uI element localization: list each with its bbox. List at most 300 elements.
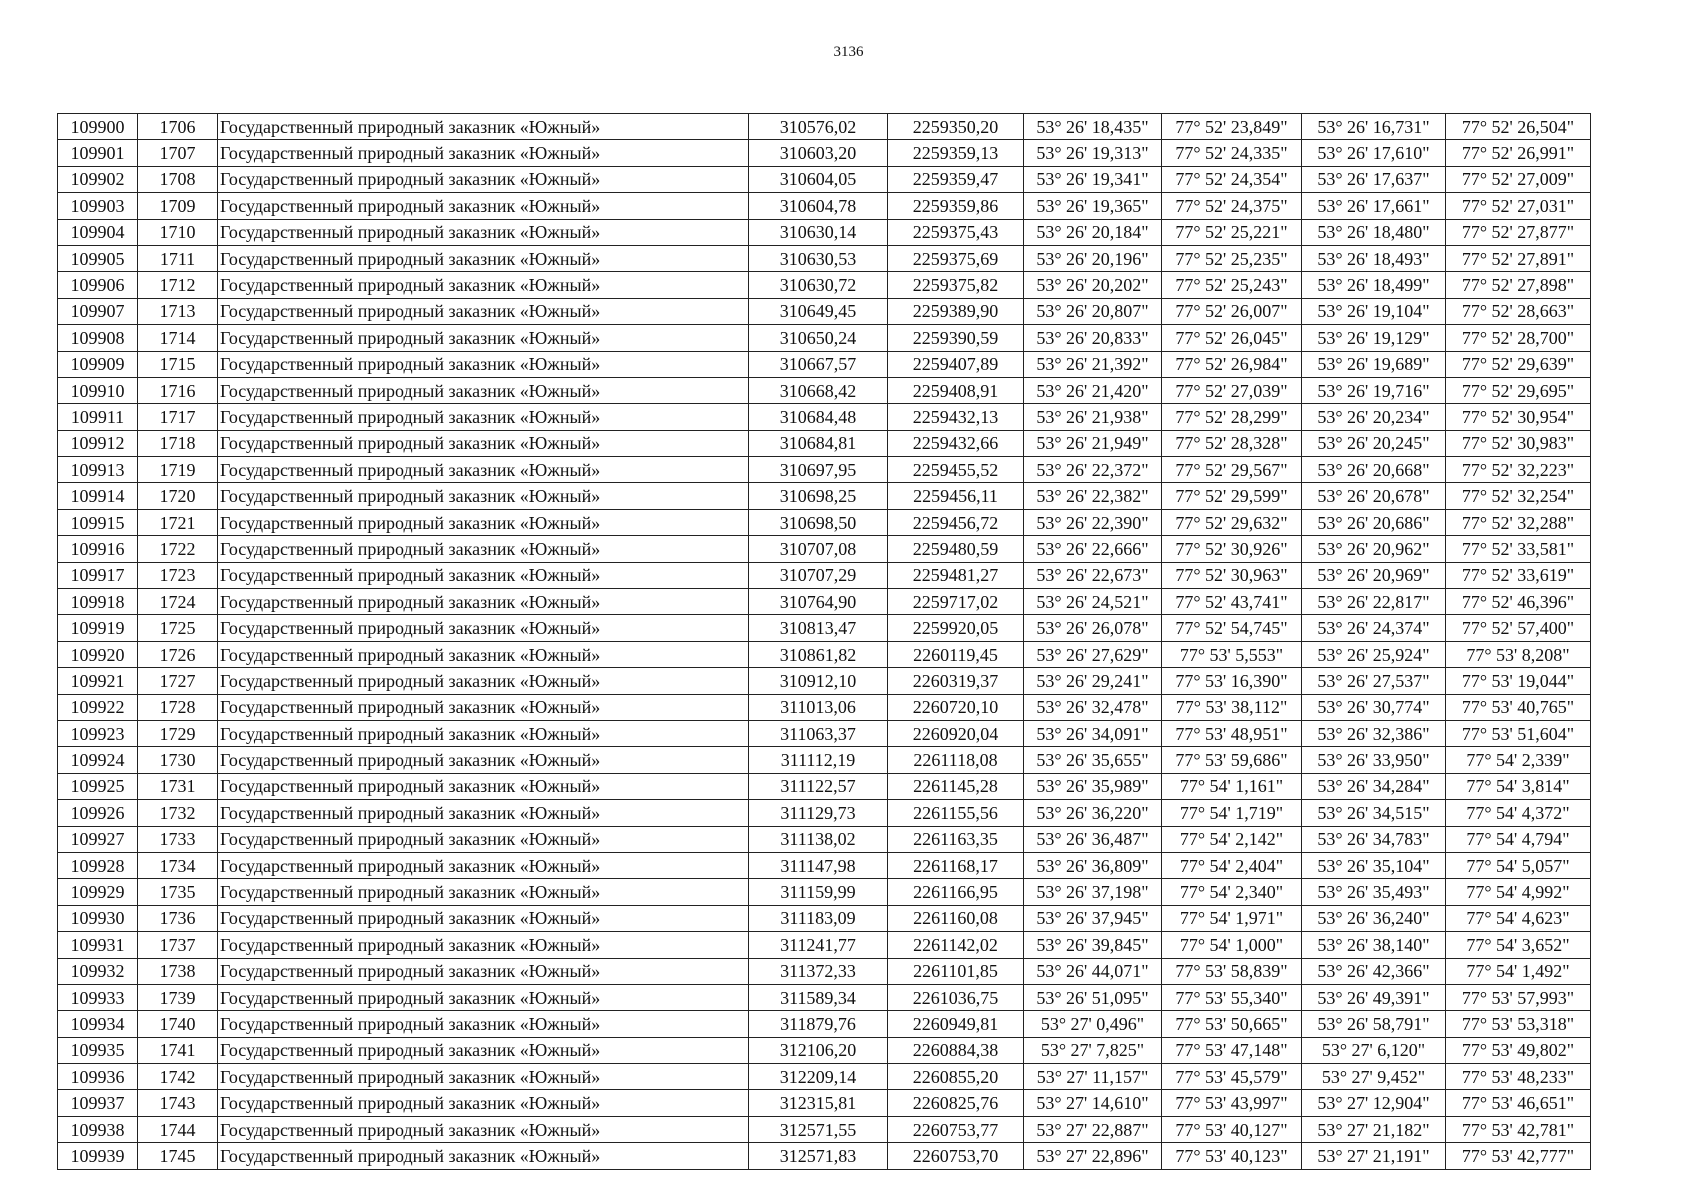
- table-row: [58, 509, 1591, 535]
- record-id-cell: 109928: [58, 852, 138, 878]
- y-coordinate-cell: 2259389,90: [888, 298, 1024, 324]
- x-coordinate-cell: 311183,09: [749, 905, 888, 931]
- latitude-2-cell: 53° 26' 58,791": [1302, 1011, 1446, 1037]
- x-coordinate-cell: 311013,06: [749, 694, 888, 720]
- area-name-cell: Государственный природный заказник «Южный»: [218, 668, 749, 694]
- x-coordinate-cell: 310668,42: [749, 377, 888, 403]
- area-name-cell: Государственный природный заказник «Южный»: [218, 641, 749, 667]
- table-row: [58, 720, 1591, 746]
- latitude-2-cell: 53° 26' 42,366": [1302, 958, 1446, 984]
- longitude-1-cell: 77° 52' 23,849": [1162, 114, 1302, 140]
- point-number-cell: 1740: [138, 1011, 218, 1037]
- longitude-1-cell: 77° 52' 30,963": [1162, 562, 1302, 588]
- record-id-cell: 109932: [58, 958, 138, 984]
- latitude-1-cell: 53° 26' 51,095": [1024, 984, 1162, 1010]
- record-id-cell: 109914: [58, 483, 138, 509]
- area-name-cell: Государственный природный заказник «Южный»: [218, 219, 749, 245]
- x-coordinate-cell: 310603,20: [749, 140, 888, 166]
- record-id-cell: 109900: [58, 114, 138, 140]
- table-row: [58, 166, 1591, 192]
- longitude-1-cell: 77° 53' 43,997": [1162, 1090, 1302, 1116]
- record-id-cell: 109931: [58, 932, 138, 958]
- point-number-cell: 1745: [138, 1143, 218, 1169]
- point-number-cell: 1744: [138, 1116, 218, 1142]
- point-number-cell: 1712: [138, 272, 218, 298]
- latitude-2-cell: 53° 26' 49,391": [1302, 984, 1446, 1010]
- record-id-cell: 109912: [58, 430, 138, 456]
- x-coordinate-cell: 311589,34: [749, 984, 888, 1010]
- y-coordinate-cell: 2259455,52: [888, 457, 1024, 483]
- latitude-2-cell: 53° 26' 18,493": [1302, 245, 1446, 271]
- record-id-cell: 109910: [58, 377, 138, 403]
- record-id-cell: 109917: [58, 562, 138, 588]
- record-id-cell: 109923: [58, 720, 138, 746]
- x-coordinate-cell: 310630,14: [749, 219, 888, 245]
- latitude-1-cell: 53° 27' 7,825": [1024, 1037, 1162, 1063]
- y-coordinate-cell: 2259432,13: [888, 404, 1024, 430]
- area-name-cell: Государственный природный заказник «Южный»: [218, 114, 749, 140]
- latitude-1-cell: 53° 26' 26,078": [1024, 615, 1162, 641]
- area-name-cell: Государственный природный заказник «Южный»: [218, 1064, 749, 1090]
- table-row: [58, 377, 1591, 403]
- record-id-cell: 109920: [58, 641, 138, 667]
- y-coordinate-cell: 2259375,69: [888, 245, 1024, 271]
- latitude-1-cell: 53° 26' 20,196": [1024, 245, 1162, 271]
- table-row: [58, 1090, 1591, 1116]
- point-number-cell: 1738: [138, 958, 218, 984]
- latitude-1-cell: 53° 26' 20,833": [1024, 325, 1162, 351]
- point-number-cell: 1711: [138, 245, 218, 271]
- area-name-cell: Государственный природный заказник «Южный»: [218, 457, 749, 483]
- latitude-1-cell: 53° 26' 21,392": [1024, 351, 1162, 377]
- point-number-cell: 1708: [138, 166, 218, 192]
- area-name-cell: Государственный природный заказник «Южный»: [218, 747, 749, 773]
- latitude-1-cell: 53° 27' 22,887": [1024, 1116, 1162, 1142]
- y-coordinate-cell: 2259375,82: [888, 272, 1024, 298]
- area-name-cell: Государственный природный заказник «Южный»: [218, 193, 749, 219]
- table-row: [58, 932, 1591, 958]
- point-number-cell: 1743: [138, 1090, 218, 1116]
- area-name-cell: Государственный природный заказник «Южный»: [218, 879, 749, 905]
- latitude-1-cell: 53° 26' 37,198": [1024, 879, 1162, 905]
- latitude-2-cell: 53° 26' 19,689": [1302, 351, 1446, 377]
- x-coordinate-cell: 311879,76: [749, 1011, 888, 1037]
- latitude-2-cell: 53° 26' 17,610": [1302, 140, 1446, 166]
- table-row: [58, 245, 1591, 271]
- record-id-cell: 109930: [58, 905, 138, 931]
- area-name-cell: Государственный природный заказник «Южный»: [218, 984, 749, 1010]
- x-coordinate-cell: 310813,47: [749, 615, 888, 641]
- record-id-cell: 109935: [58, 1037, 138, 1063]
- latitude-2-cell: 53° 26' 20,234": [1302, 404, 1446, 430]
- area-name-cell: Государственный природный заказник «Южный»: [218, 140, 749, 166]
- latitude-2-cell: 53° 26' 38,140": [1302, 932, 1446, 958]
- latitude-2-cell: 53° 26' 19,104": [1302, 298, 1446, 324]
- record-id-cell: 109939: [58, 1143, 138, 1169]
- table-row: [58, 852, 1591, 878]
- record-id-cell: 109929: [58, 879, 138, 905]
- area-name-cell: Государственный природный заказник «Южный»: [218, 509, 749, 535]
- point-number-cell: 1741: [138, 1037, 218, 1063]
- latitude-1-cell: 53° 26' 22,390": [1024, 509, 1162, 535]
- longitude-2-cell: 77° 54' 3,814": [1446, 773, 1591, 799]
- table-row: [58, 193, 1591, 219]
- latitude-2-cell: 53° 26' 33,950": [1302, 747, 1446, 773]
- longitude-1-cell: 77° 54' 2,142": [1162, 826, 1302, 852]
- y-coordinate-cell: 2259481,27: [888, 562, 1024, 588]
- longitude-1-cell: 77° 52' 28,328": [1162, 430, 1302, 456]
- table-row: [58, 773, 1591, 799]
- y-coordinate-cell: 2260855,20: [888, 1064, 1024, 1090]
- longitude-2-cell: 77° 52' 27,877": [1446, 219, 1591, 245]
- record-id-cell: 109903: [58, 193, 138, 219]
- longitude-2-cell: 77° 54' 1,492": [1446, 958, 1591, 984]
- longitude-1-cell: 77° 53' 50,665": [1162, 1011, 1302, 1037]
- longitude-2-cell: 77° 52' 29,639": [1446, 351, 1591, 377]
- record-id-cell: 109921: [58, 668, 138, 694]
- x-coordinate-cell: 311129,73: [749, 800, 888, 826]
- x-coordinate-cell: 310698,50: [749, 509, 888, 535]
- longitude-2-cell: 77° 52' 26,504": [1446, 114, 1591, 140]
- record-id-cell: 109934: [58, 1011, 138, 1037]
- y-coordinate-cell: 2259359,47: [888, 166, 1024, 192]
- table-row: [58, 457, 1591, 483]
- y-coordinate-cell: 2261168,17: [888, 852, 1024, 878]
- table-row: [58, 800, 1591, 826]
- record-id-cell: 109938: [58, 1116, 138, 1142]
- latitude-2-cell: 53° 26' 16,731": [1302, 114, 1446, 140]
- x-coordinate-cell: 310604,78: [749, 193, 888, 219]
- longitude-2-cell: 77° 52' 29,695": [1446, 377, 1591, 403]
- latitude-1-cell: 53° 26' 35,655": [1024, 747, 1162, 773]
- latitude-2-cell: 53° 26' 24,374": [1302, 615, 1446, 641]
- point-number-cell: 1713: [138, 298, 218, 324]
- longitude-1-cell: 77° 52' 30,926": [1162, 536, 1302, 562]
- latitude-1-cell: 53° 26' 21,949": [1024, 430, 1162, 456]
- page-number: 3136: [833, 44, 864, 60]
- point-number-cell: 1709: [138, 193, 218, 219]
- area-name-cell: Государственный природный заказник «Южный»: [218, 615, 749, 641]
- y-coordinate-cell: 2260119,45: [888, 641, 1024, 667]
- y-coordinate-cell: 2261160,08: [888, 905, 1024, 931]
- area-name-cell: Государственный природный заказник «Южный»: [218, 166, 749, 192]
- area-name-cell: Государственный природный заказник «Южный»: [218, 1037, 749, 1063]
- point-number-cell: 1732: [138, 800, 218, 826]
- y-coordinate-cell: 2260825,76: [888, 1090, 1024, 1116]
- x-coordinate-cell: 310697,95: [749, 457, 888, 483]
- x-coordinate-cell: 310707,08: [749, 536, 888, 562]
- longitude-2-cell: 77° 54' 4,623": [1446, 905, 1591, 931]
- x-coordinate-cell: 310630,72: [749, 272, 888, 298]
- table-row: [58, 536, 1591, 562]
- y-coordinate-cell: 2261118,08: [888, 747, 1024, 773]
- y-coordinate-cell: 2259390,59: [888, 325, 1024, 351]
- longitude-1-cell: 77° 53' 40,127": [1162, 1116, 1302, 1142]
- area-name-cell: Государственный природный заказник «Южный»: [218, 826, 749, 852]
- record-id-cell: 109902: [58, 166, 138, 192]
- latitude-2-cell: 53° 27' 6,120": [1302, 1037, 1446, 1063]
- x-coordinate-cell: 310667,57: [749, 351, 888, 377]
- longitude-2-cell: 77° 52' 57,400": [1446, 615, 1591, 641]
- latitude-2-cell: 53° 26' 19,716": [1302, 377, 1446, 403]
- latitude-2-cell: 53° 26' 17,637": [1302, 166, 1446, 192]
- y-coordinate-cell: 2260753,77: [888, 1116, 1024, 1142]
- point-number-cell: 1734: [138, 852, 218, 878]
- area-name-cell: Государственный природный заказник «Южный»: [218, 298, 749, 324]
- latitude-1-cell: 53° 26' 36,220": [1024, 800, 1162, 826]
- x-coordinate-cell: 310650,24: [749, 325, 888, 351]
- table-row: [58, 905, 1591, 931]
- record-id-cell: 109909: [58, 351, 138, 377]
- longitude-2-cell: 77° 52' 32,288": [1446, 509, 1591, 535]
- y-coordinate-cell: 2259359,86: [888, 193, 1024, 219]
- longitude-2-cell: 77° 53' 19,044": [1446, 668, 1591, 694]
- table-row: [58, 1011, 1591, 1037]
- latitude-1-cell: 53° 26' 18,435": [1024, 114, 1162, 140]
- x-coordinate-cell: 310649,45: [749, 298, 888, 324]
- record-id-cell: 109901: [58, 140, 138, 166]
- latitude-1-cell: 53° 26' 27,629": [1024, 641, 1162, 667]
- y-coordinate-cell: 2261101,85: [888, 958, 1024, 984]
- area-name-cell: Государственный природный заказник «Южный»: [218, 536, 749, 562]
- longitude-1-cell: 77° 54' 1,000": [1162, 932, 1302, 958]
- latitude-1-cell: 53° 26' 32,478": [1024, 694, 1162, 720]
- latitude-2-cell: 53° 26' 30,774": [1302, 694, 1446, 720]
- table-row: [58, 694, 1591, 720]
- record-id-cell: 109927: [58, 826, 138, 852]
- x-coordinate-cell: 311112,19: [749, 747, 888, 773]
- latitude-1-cell: 53° 27' 14,610": [1024, 1090, 1162, 1116]
- x-coordinate-cell: 310684,48: [749, 404, 888, 430]
- longitude-2-cell: 77° 53' 46,651": [1446, 1090, 1591, 1116]
- point-number-cell: 1722: [138, 536, 218, 562]
- table-row: [58, 140, 1591, 166]
- point-number-cell: 1714: [138, 325, 218, 351]
- table-row: [58, 404, 1591, 430]
- longitude-1-cell: 77° 52' 29,567": [1162, 457, 1302, 483]
- y-coordinate-cell: 2259717,02: [888, 589, 1024, 615]
- longitude-1-cell: 77° 54' 2,404": [1162, 852, 1302, 878]
- x-coordinate-cell: 310630,53: [749, 245, 888, 271]
- table-row: [58, 641, 1591, 667]
- latitude-1-cell: 53° 26' 34,091": [1024, 720, 1162, 746]
- point-number-cell: 1733: [138, 826, 218, 852]
- point-number-cell: 1721: [138, 509, 218, 535]
- record-id-cell: 109933: [58, 984, 138, 1010]
- table-row: [58, 984, 1591, 1010]
- longitude-2-cell: 77° 53' 51,604": [1446, 720, 1591, 746]
- latitude-1-cell: 53° 26' 22,666": [1024, 536, 1162, 562]
- table-row: [58, 826, 1591, 852]
- x-coordinate-cell: 312106,20: [749, 1037, 888, 1063]
- longitude-2-cell: 77° 52' 27,898": [1446, 272, 1591, 298]
- area-name-cell: Государственный природный заказник «Южный»: [218, 483, 749, 509]
- point-number-cell: 1716: [138, 377, 218, 403]
- point-number-cell: 1727: [138, 668, 218, 694]
- table-row: [58, 219, 1591, 245]
- area-name-cell: Государственный природный заказник «Южный»: [218, 773, 749, 799]
- record-id-cell: 109919: [58, 615, 138, 641]
- x-coordinate-cell: 310764,90: [749, 589, 888, 615]
- y-coordinate-cell: 2259407,89: [888, 351, 1024, 377]
- longitude-1-cell: 77° 52' 27,039": [1162, 377, 1302, 403]
- point-number-cell: 1731: [138, 773, 218, 799]
- y-coordinate-cell: 2260884,38: [888, 1037, 1024, 1063]
- latitude-2-cell: 53° 26' 20,969": [1302, 562, 1446, 588]
- x-coordinate-cell: 311372,33: [749, 958, 888, 984]
- longitude-2-cell: 77° 54' 5,057": [1446, 852, 1591, 878]
- longitude-1-cell: 77° 52' 28,299": [1162, 404, 1302, 430]
- x-coordinate-cell: 311241,77: [749, 932, 888, 958]
- x-coordinate-cell: 310707,29: [749, 562, 888, 588]
- y-coordinate-cell: 2259480,59: [888, 536, 1024, 562]
- latitude-2-cell: 53° 26' 36,240": [1302, 905, 1446, 931]
- latitude-2-cell: 53° 26' 18,480": [1302, 219, 1446, 245]
- longitude-1-cell: 77° 53' 45,579": [1162, 1064, 1302, 1090]
- longitude-1-cell: 77° 52' 24,335": [1162, 140, 1302, 166]
- longitude-2-cell: 77° 53' 8,208": [1446, 641, 1591, 667]
- longitude-2-cell: 77° 53' 57,993": [1446, 984, 1591, 1010]
- latitude-1-cell: 53° 26' 37,945": [1024, 905, 1162, 931]
- longitude-2-cell: 77° 53' 49,802": [1446, 1037, 1591, 1063]
- point-number-cell: 1726: [138, 641, 218, 667]
- point-number-cell: 1720: [138, 483, 218, 509]
- latitude-1-cell: 53° 26' 21,420": [1024, 377, 1162, 403]
- longitude-1-cell: 77° 52' 26,984": [1162, 351, 1302, 377]
- longitude-1-cell: 77° 53' 40,123": [1162, 1143, 1302, 1169]
- record-id-cell: 109937: [58, 1090, 138, 1116]
- record-id-cell: 109907: [58, 298, 138, 324]
- latitude-2-cell: 53° 26' 34,284": [1302, 773, 1446, 799]
- table-row: [58, 1116, 1591, 1142]
- y-coordinate-cell: 2261142,02: [888, 932, 1024, 958]
- area-name-cell: Государственный природный заказник «Южный»: [218, 694, 749, 720]
- latitude-1-cell: 53° 26' 35,989": [1024, 773, 1162, 799]
- record-id-cell: 109925: [58, 773, 138, 799]
- area-name-cell: Государственный природный заказник «Южный»: [218, 351, 749, 377]
- latitude-1-cell: 53° 26' 24,521": [1024, 589, 1162, 615]
- latitude-1-cell: 53° 26' 22,382": [1024, 483, 1162, 509]
- area-name-cell: Государственный природный заказник «Южный»: [218, 430, 749, 456]
- latitude-1-cell: 53° 27' 0,496": [1024, 1011, 1162, 1037]
- point-number-cell: 1729: [138, 720, 218, 746]
- point-number-cell: 1706: [138, 114, 218, 140]
- longitude-1-cell: 77° 53' 47,148": [1162, 1037, 1302, 1063]
- table-row: [58, 1064, 1591, 1090]
- y-coordinate-cell: 2259456,11: [888, 483, 1024, 509]
- latitude-1-cell: 53° 26' 21,938": [1024, 404, 1162, 430]
- longitude-1-cell: 77° 53' 59,686": [1162, 747, 1302, 773]
- longitude-2-cell: 77° 52' 27,891": [1446, 245, 1591, 271]
- table-row: [58, 562, 1591, 588]
- longitude-2-cell: 77° 52' 30,983": [1446, 430, 1591, 456]
- y-coordinate-cell: 2260720,10: [888, 694, 1024, 720]
- latitude-1-cell: 53° 26' 36,809": [1024, 852, 1162, 878]
- x-coordinate-cell: 311063,37: [749, 720, 888, 746]
- record-id-cell: 109908: [58, 325, 138, 351]
- area-name-cell: Государственный природный заказник «Южный»: [218, 958, 749, 984]
- latitude-2-cell: 53° 26' 20,245": [1302, 430, 1446, 456]
- latitude-2-cell: 53° 26' 18,499": [1302, 272, 1446, 298]
- latitude-1-cell: 53° 26' 22,372": [1024, 457, 1162, 483]
- x-coordinate-cell: 311159,99: [749, 879, 888, 905]
- latitude-2-cell: 53° 26' 35,104": [1302, 852, 1446, 878]
- y-coordinate-cell: 2259432,66: [888, 430, 1024, 456]
- longitude-2-cell: 77° 54' 4,794": [1446, 826, 1591, 852]
- longitude-2-cell: 77° 52' 27,031": [1446, 193, 1591, 219]
- record-id-cell: 109906: [58, 272, 138, 298]
- longitude-2-cell: 77° 53' 48,233": [1446, 1064, 1591, 1090]
- longitude-2-cell: 77° 52' 27,009": [1446, 166, 1591, 192]
- point-number-cell: 1725: [138, 615, 218, 641]
- record-id-cell: 109918: [58, 589, 138, 615]
- table-row: [58, 430, 1591, 456]
- area-name-cell: Государственный природный заказник «Южный»: [218, 1143, 749, 1169]
- longitude-2-cell: 77° 53' 42,781": [1446, 1116, 1591, 1142]
- longitude-1-cell: 77° 53' 48,951": [1162, 720, 1302, 746]
- latitude-2-cell: 53° 26' 22,817": [1302, 589, 1446, 615]
- longitude-2-cell: 77° 52' 32,223": [1446, 457, 1591, 483]
- area-name-cell: Государственный природный заказник «Южный»: [218, 1011, 749, 1037]
- x-coordinate-cell: 310861,82: [749, 641, 888, 667]
- point-number-cell: 1737: [138, 932, 218, 958]
- latitude-2-cell: 53° 27' 21,182": [1302, 1116, 1446, 1142]
- longitude-1-cell: 77° 52' 26,007": [1162, 298, 1302, 324]
- point-number-cell: 1728: [138, 694, 218, 720]
- latitude-2-cell: 53° 26' 20,668": [1302, 457, 1446, 483]
- latitude-1-cell: 53° 26' 20,807": [1024, 298, 1162, 324]
- y-coordinate-cell: 2259920,05: [888, 615, 1024, 641]
- x-coordinate-cell: 310698,25: [749, 483, 888, 509]
- area-name-cell: Государственный природный заказник «Южный»: [218, 404, 749, 430]
- record-id-cell: 109916: [58, 536, 138, 562]
- area-name-cell: Государственный природный заказник «Южный»: [218, 1090, 749, 1116]
- longitude-1-cell: 77° 52' 26,045": [1162, 325, 1302, 351]
- x-coordinate-cell: 311147,98: [749, 852, 888, 878]
- y-coordinate-cell: 2260319,37: [888, 668, 1024, 694]
- record-id-cell: 109911: [58, 404, 138, 430]
- record-id-cell: 109904: [58, 219, 138, 245]
- longitude-2-cell: 77° 53' 40,765": [1446, 694, 1591, 720]
- area-name-cell: Государственный природный заказник «Южный»: [218, 905, 749, 931]
- record-id-cell: 109913: [58, 457, 138, 483]
- x-coordinate-cell: 310604,05: [749, 166, 888, 192]
- point-number-cell: 1739: [138, 984, 218, 1010]
- latitude-1-cell: 53° 26' 20,184": [1024, 219, 1162, 245]
- coordinates-table: [57, 113, 1591, 1170]
- point-number-cell: 1736: [138, 905, 218, 931]
- latitude-1-cell: 53° 26' 39,845": [1024, 932, 1162, 958]
- latitude-2-cell: 53° 27' 12,904": [1302, 1090, 1446, 1116]
- y-coordinate-cell: 2259359,13: [888, 140, 1024, 166]
- point-number-cell: 1710: [138, 219, 218, 245]
- area-name-cell: Государственный природный заказник «Южный»: [218, 800, 749, 826]
- point-number-cell: 1724: [138, 589, 218, 615]
- table-row: [58, 351, 1591, 377]
- latitude-1-cell: 53° 26' 19,341": [1024, 166, 1162, 192]
- longitude-1-cell: 77° 52' 29,599": [1162, 483, 1302, 509]
- longitude-1-cell: 77° 54' 1,971": [1162, 905, 1302, 931]
- record-id-cell: 109905: [58, 245, 138, 271]
- latitude-1-cell: 53° 27' 22,896": [1024, 1143, 1162, 1169]
- longitude-2-cell: 77° 54' 2,339": [1446, 747, 1591, 773]
- x-coordinate-cell: 312571,55: [749, 1116, 888, 1142]
- table-row: [58, 298, 1591, 324]
- point-number-cell: 1730: [138, 747, 218, 773]
- area-name-cell: Государственный природный заказник «Южный»: [218, 1116, 749, 1142]
- longitude-1-cell: 77° 52' 24,375": [1162, 193, 1302, 219]
- y-coordinate-cell: 2260920,04: [888, 720, 1024, 746]
